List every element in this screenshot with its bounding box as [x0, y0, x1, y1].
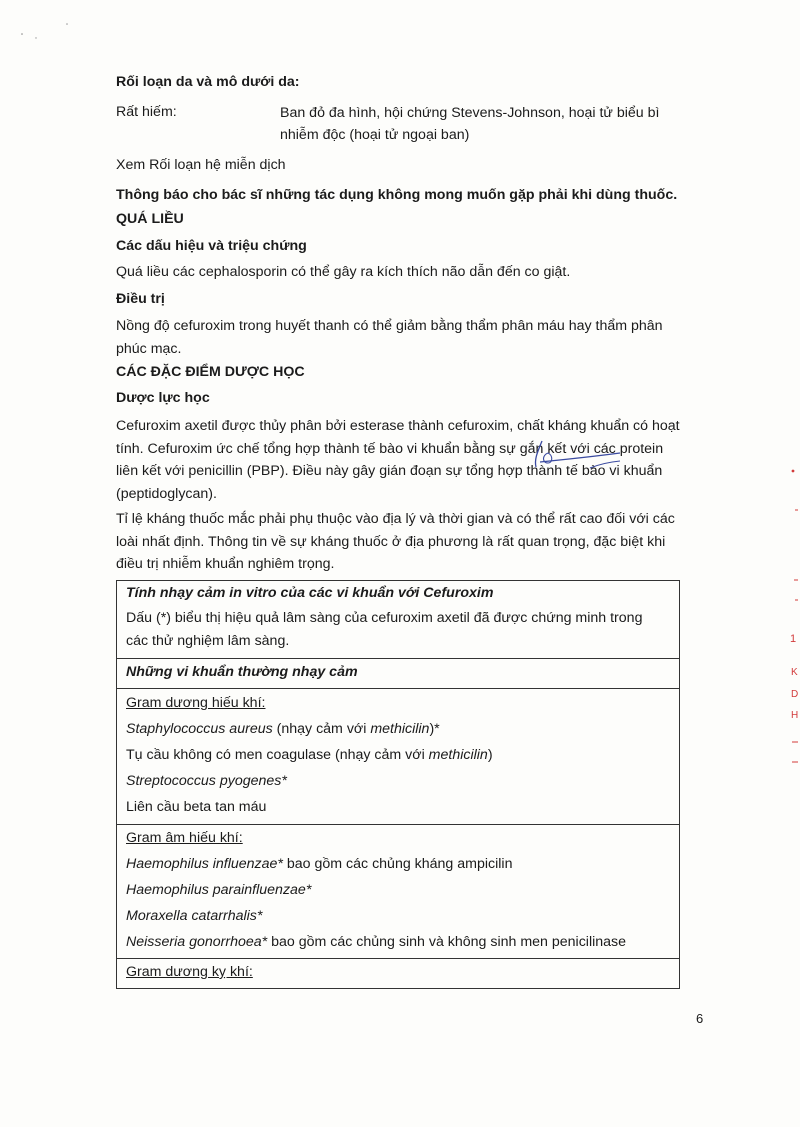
gram-positive-anaerobic-heading: Gram dương kỵ khí:: [126, 964, 253, 980]
table-row: [126, 934, 626, 951]
susceptibility-table: [116, 580, 680, 989]
svg-text:1: 1: [790, 633, 797, 645]
signs-text: Quá liều các cephalosporin có thể gây ra kích thích não dẫn đến co giật.: [116, 264, 571, 280]
table-note: các thử nghiệm lâm sàng.: [126, 633, 290, 649]
table-divider: [117, 688, 679, 689]
paragraph-line: (peptidoglycan).: [116, 485, 217, 502]
row-text: )*: [429, 721, 440, 737]
notice-text: Thông báo cho bác sĩ những tác dụng không mong muốn gặp phải khi dùng thuốc.: [116, 187, 678, 203]
handwritten-pen-mark: [520, 437, 630, 477]
dynamics-heading: Dược lực học: [116, 390, 210, 406]
paragraph-line: liên kết với penicillin (PBP). Điều này gây gián đoạn sự tổng hợp thành tế bào vi khuẩn: [116, 463, 663, 479]
table-row: Haemophilus parainfluenzae*: [126, 882, 312, 898]
species-name: Staphylococcus aureus: [126, 721, 273, 737]
table-row: [126, 747, 493, 764]
overdose-heading: QUÁ LIỀU: [116, 211, 184, 227]
paragraph-line: tính. Cefuroxim ức chế tổng hợp thành tế bào vi khuẩn bằng sự gắn kết với các protein: [116, 440, 664, 457]
frequency-label: Rất hiếm:: [116, 104, 177, 120]
paragraph-line: Tỉ lệ kháng thuốc mắc phải phụ thuộc vào địa lý và thời gian và có thể rất cao đối với các: [116, 511, 675, 527]
skin-disorders-heading: Rối loạn da và mô dưới da:: [116, 74, 300, 90]
paragraph-line: điều trị nhiễm khuẩn nghiêm trọng.: [116, 556, 335, 572]
table-row: [126, 721, 440, 738]
paragraph-line: Nồng độ cefuroxim trong huyết thanh có thể giảm bằng thẩm phân máu hay thẩm phân: [116, 318, 663, 334]
page-number: 6: [696, 1011, 704, 1026]
svg-text:D: D: [791, 689, 799, 700]
table-divider: [117, 824, 679, 825]
row-text: ): [487, 747, 493, 763]
table-divider: [117, 958, 679, 959]
drug-name: methicilin: [428, 747, 488, 763]
row-text: bao gồm các chủng kháng ampicilin: [282, 856, 513, 872]
row-text: bao gồm các chủng sinh và không sinh men penicilinase: [267, 934, 627, 950]
sensitive-heading: Những vi khuẩn thường nhạy cảm: [126, 664, 358, 680]
table-row: Streptococcus pyogenes*: [126, 773, 287, 789]
frequency-text: [280, 102, 700, 146]
paragraph-line: Cefuroxim axetil được thủy phân bởi esterase thành cefuroxim, chất kháng khuẩn có hoạt: [116, 418, 680, 434]
species-name: Neisseria gonorrhoea*: [126, 934, 268, 950]
paragraph-line: loài nhất định. Thông tin về sự kháng thuốc ở địa phương là rất quan trọng, đặc biệt khi: [116, 533, 666, 550]
drug-name: methicilin: [370, 721, 430, 737]
frequency-text-line: Ban đỏ đa hình, hội chứng Stevens-Johnson, hoại tử biểu bì: [280, 105, 660, 121]
table-divider: [117, 658, 679, 659]
gram-negative-aerobic-heading: Gram âm hiếu khí:: [126, 830, 243, 846]
frequency-text-line: nhiễm độc (hoại tử ngoại ban): [280, 127, 470, 143]
svg-text:H: H: [791, 710, 799, 721]
svg-text:K: K: [791, 667, 798, 678]
treatment-paragraph: [116, 315, 708, 360]
table-row: Liên cầu beta tan máu: [126, 799, 267, 815]
margin-marks: [786, 450, 800, 790]
table-title: Tính nhạy cảm in vitro của các vi khuẩn với Cefuroxim: [126, 585, 494, 601]
table-row: [126, 856, 512, 873]
row-text: (nhạy cảm với: [272, 721, 371, 737]
resistance-paragraph: [116, 508, 708, 576]
treatment-heading: Điều trị: [116, 291, 165, 307]
species-name: Haemophilus influenzae*: [126, 856, 283, 872]
pharma-heading: CÁC ĐẶC ĐIỂM DƯỢC HỌC: [116, 364, 305, 380]
table-note: Dấu (*) biểu thị hiệu quả lâm sàng của cefuroxim axetil đã được chứng minh trong: [126, 610, 643, 626]
table-row: Moraxella catarrhalis*: [126, 908, 263, 924]
gram-positive-aerobic-heading: Gram dương hiếu khí:: [126, 695, 266, 711]
row-text: Tụ cầu không có men coagulase (nhạy cảm với: [126, 747, 429, 763]
paragraph-line: phúc mạc.: [116, 340, 182, 357]
signs-heading: Các dấu hiệu và triệu chứng: [116, 238, 307, 254]
see-also-text: Xem Rối loạn hệ miễn dịch: [116, 157, 286, 173]
scan-specks: [0, 0, 80, 40]
